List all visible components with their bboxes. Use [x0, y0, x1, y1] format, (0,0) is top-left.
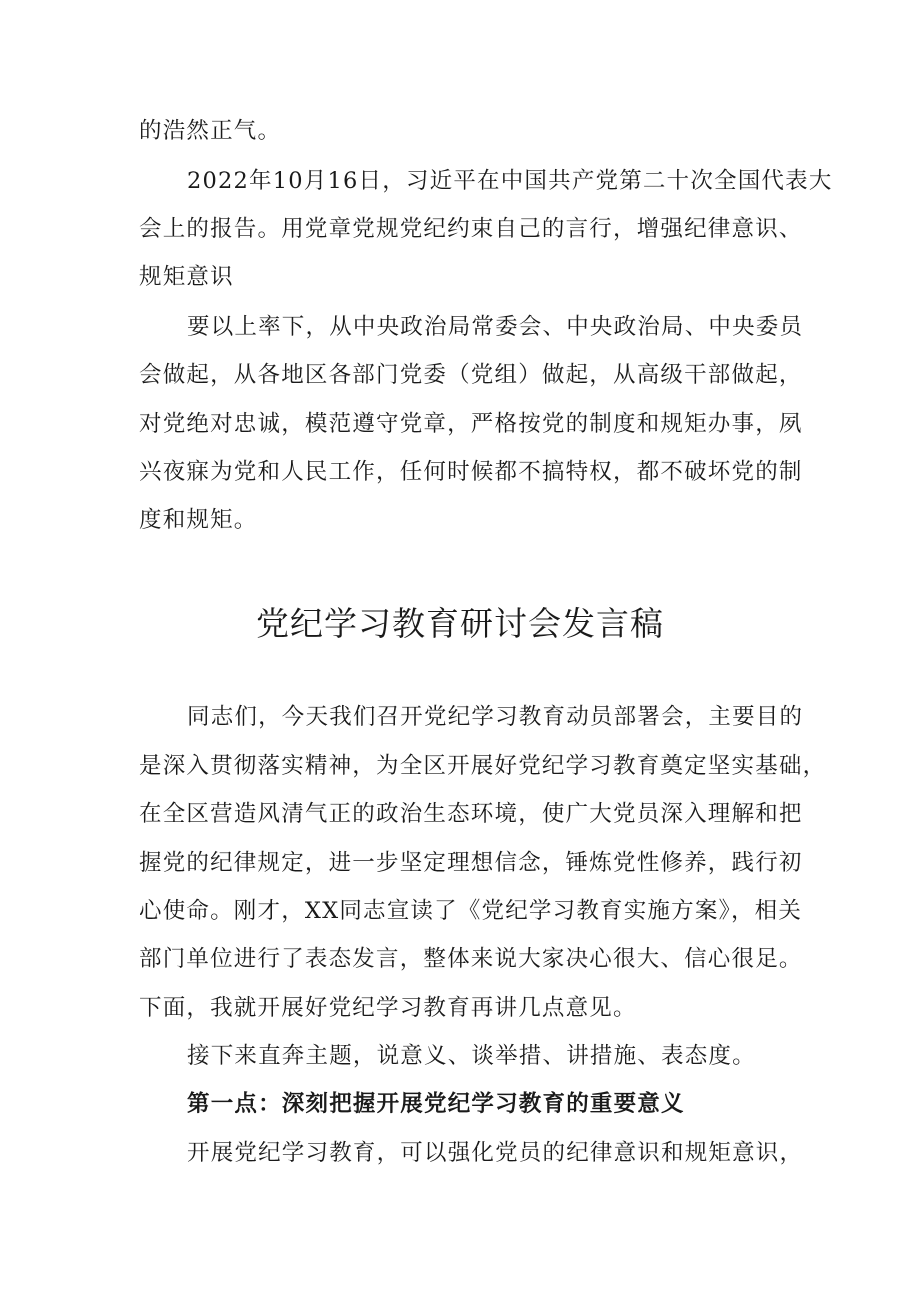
paragraph-line: 要以上率下，从中央政治局常委会、中央政治局、中央委员	[187, 314, 804, 340]
paragraph-line: 下面，我就开展好党纪学习教育再讲几点意见。	[139, 995, 637, 1021]
paragraph-line: 对党绝对忠诚，模范遵守党章，严格按党的制度和规矩办事，夙	[139, 411, 803, 437]
paragraph-line: 会做起，从各地区各部门党委（党组）做起，从高级干部做起，	[139, 362, 803, 388]
paragraph-line: 的浩然正气。	[139, 118, 282, 144]
section-heading: 第一点：深刻把握开展党纪学习教育的重要意义	[187, 1091, 685, 1117]
page-title: 党纪学习教育研讨会发言稿	[256, 604, 664, 643]
paragraph-line: 部门单位进行了表态发言，整体来说大家决心很大、信心很足。	[139, 946, 803, 972]
paragraph-line: 握党的纪律规定，进一步坚定理想信念，锤炼党性修养，践行初	[139, 850, 803, 876]
paragraph-line: 兴夜寐为党和人民工作，任何时候都不搞特权，都不破坏党的制	[139, 459, 803, 485]
paragraph-line: 接下来直奔主题，说意义、谈举措、讲措施、表态度。	[187, 1043, 756, 1069]
paragraph-line: 是深入贯彻落实精神，为全区开展好党纪学习教育奠定坚实基础，	[139, 753, 827, 779]
paragraph-line: 心使命。刚才，XX同志宣读了《党纪学习教育实施方案》，相关	[139, 898, 803, 924]
paragraph-line: 同志们，今天我们召开党纪学习教育动员部署会，主要目的	[187, 704, 804, 730]
paragraph-line: 开展党纪学习教育，可以强化党员的纪律意识和规矩意识，	[187, 1140, 804, 1166]
paragraph-line: 规矩意识	[139, 264, 234, 290]
paragraph-line: 2022年10月16日，习近平在中国共产党第二十次全国代表大	[187, 168, 833, 194]
paragraph-line: 在全区营造风清气正的政治生态环境，使广大党员深入理解和把	[139, 801, 803, 827]
paragraph-line: 会上的报告。用党章党规党纪约束自己的言行，增强纪律意识、	[139, 216, 803, 242]
paragraph-line: 度和规矩。	[139, 507, 258, 533]
